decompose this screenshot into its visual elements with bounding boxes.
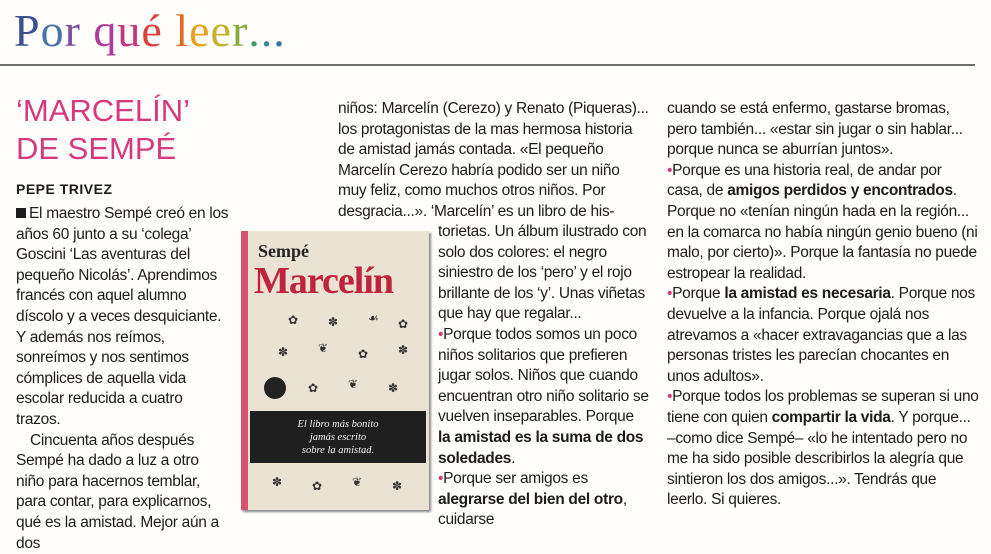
- headline-line-2: DE SEMPÉ: [16, 131, 177, 166]
- masthead-letter: .: [248, 5, 261, 56]
- masthead-letter: e: [210, 5, 232, 56]
- figure-icon: ✽: [388, 381, 399, 395]
- author-byline: PEPE TRIVEZ: [16, 181, 113, 197]
- paragraph-porque-1: •Porque todos somos un poco niños solitarios que prefieren jugar solos. Niños que cuando encuentran otro niño solitario se vuelven inseparables. Porque la amistad es la suma de dos soledades.: [438, 325, 649, 467]
- paragraph-intro: El maestro Sempé creó en los años 60 junto a su ‘colega’ Goscini ‘Las aventuras del pequeño Nicolás’. Aprendimos francés con aquel alumno díscolo y a veces desquiciante. Y además nos reímos, sonreímos y nos sentimos cómplices de aquella vida escolar reducida a cuatro trazos.: [16, 205, 229, 428]
- paragraph-cuando: cuando se está enfermo, gastarse bromas, pero también... «estar sin jugar o sin hablar... porque nunca se aburrían juntos».: [667, 100, 963, 159]
- masthead-letter: [163, 0, 176, 62]
- masthead-letter: q: [93, 5, 118, 56]
- book-band: El libro más bonito jamás escrito sobre la amistad.: [250, 411, 426, 463]
- paragraph-porque-5: •Porque todos los problemas se superan si uno tiene con quien compartir la vida. Y porque... –como dice Sempé– «lo he intentado pero no me ha sido posible describirlos la alegría que sintieron los dos amigos...». Tendrás que leerlo. Si quieres.: [667, 388, 979, 509]
- figure-icon: ✽: [272, 475, 283, 489]
- masthead-letter: o: [40, 5, 65, 56]
- headline-line-1: ‘MARCELÍN’: [16, 93, 190, 128]
- book-cover-image: [241, 231, 429, 510]
- figure-icon: ❦: [348, 377, 359, 391]
- figure-icon: ✿: [312, 479, 323, 493]
- header-rule: [0, 64, 975, 66]
- figure-icon: ✽: [398, 343, 409, 357]
- figure-icon: ❦: [352, 475, 363, 489]
- figure-icon: ✿: [398, 317, 409, 331]
- masthead-letter: .: [273, 5, 286, 56]
- masthead-letter: [81, 0, 94, 62]
- masthead-letter: .: [260, 5, 274, 56]
- book-title: Marcelín: [254, 260, 394, 302]
- publisher-seal-icon: [264, 377, 286, 399]
- paragraph-torietas: torietas. Un álbum ilustrado con solo dos colores: el negro siniestro de los ‘pero’ y el rojo brillante de los ‘y’. Unas viñetas que hay que regalar...: [438, 223, 647, 323]
- column-3: [667, 99, 979, 511]
- paragraph-porque-4: •Porque la amistad es necesaria. Porque nos devuelve a la infancia. Porque ojalá nos atrevamos a «hacer extravagancias que a las personas tristes les parecían chocantes en unos adultos».: [667, 285, 975, 385]
- figure-icon: ❦: [318, 341, 329, 355]
- figure-icon: ✿: [358, 347, 369, 361]
- figure-icon: ✿: [308, 381, 319, 395]
- figure-icon: ☙: [368, 311, 379, 325]
- column-1: [16, 204, 230, 554]
- bullet-icon: •: [438, 325, 444, 343]
- masthead-letter: u: [117, 5, 142, 56]
- bullet-icon: •: [667, 161, 673, 179]
- masthead-letter: P: [14, 5, 41, 56]
- square-bullet-icon: [16, 208, 26, 218]
- masthead-letter: l: [175, 5, 190, 56]
- column-2-bottom: [438, 222, 650, 531]
- column-2-top: [338, 99, 650, 223]
- masthead-letter: é: [141, 5, 163, 56]
- bullet-icon: •: [438, 470, 444, 488]
- paragraph-porque-2: •Porque ser amigos es alegrarse del bien del otro, cuidarse: [438, 470, 627, 529]
- figure-icon: ✽: [392, 479, 403, 493]
- masthead-letter: r: [231, 5, 249, 56]
- figure-icon: ✿: [288, 313, 299, 327]
- paragraph-second: Cincuenta años después Sempé ha dado a luz a otro niño para hacernos temblar, para contar, para explicarnos, qué es la amistad. Mejor aún a dos: [16, 431, 219, 552]
- bullet-icon: •: [667, 285, 673, 303]
- masthead-letter: r: [64, 5, 81, 56]
- book-author: Sempé: [258, 241, 309, 261]
- bullet-icon: •: [667, 388, 673, 406]
- figure-icon: ✽: [278, 345, 289, 359]
- masthead-letter: e: [189, 5, 211, 56]
- paragraph-continued: niños: Marcelín (Cerezo) y Renato (Piqueras)... los protagonistas de la mas hermosa historia de amistad jamás contada. «El pequeño Marcelín Cerezo habría podido ser un niño muy feliz, como muchos otros niños. Por desgracia...». ‘Marcelín’ es un libro de his-: [338, 100, 649, 220]
- figure-icon: ✽: [328, 315, 339, 329]
- paragraph-porque-3: •Porque es una historia real, de andar por casa, de amigos perdidos y encontrados. Porque no «tenían ningún hada en la región... en la comarca no había ningún genio bueno (ni malo, por cierto)». Porque la fantasía no puede estropear la realidad.: [667, 161, 978, 282]
- article-headline: [16, 92, 190, 168]
- section-title: [14, 0, 286, 62]
